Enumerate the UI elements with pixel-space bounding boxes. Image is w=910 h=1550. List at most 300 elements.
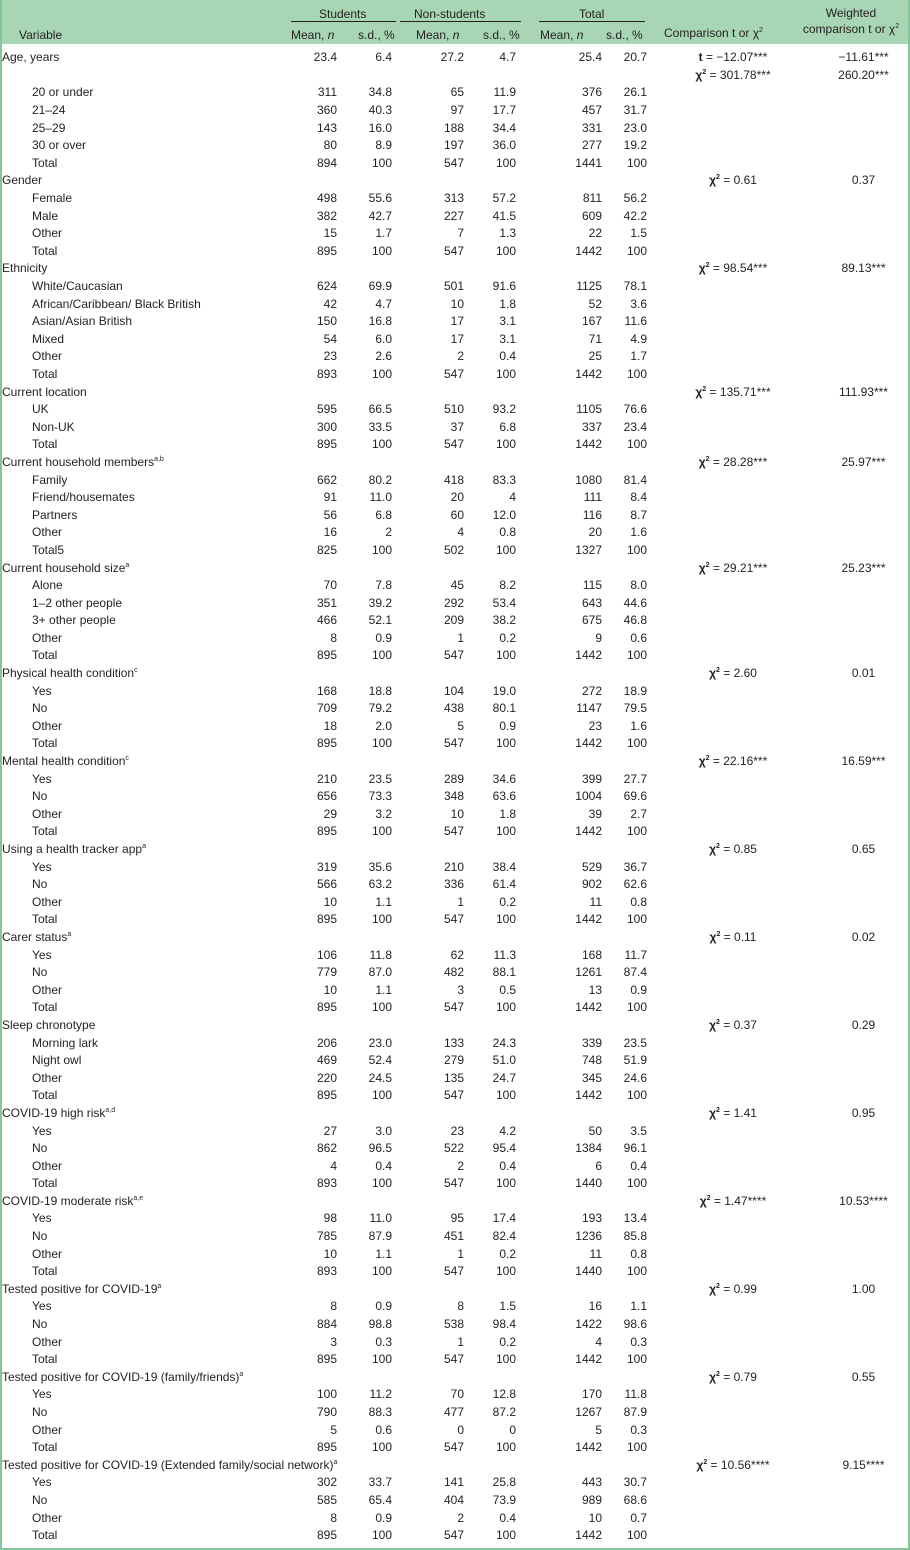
cell-value: 1267: [575, 1405, 602, 1420]
footnote-marker: c: [134, 667, 138, 675]
table-row: [2, 49, 908, 67]
chi-squared-symbol: $\chi^2$: [698, 560, 710, 575]
comparison-header: Comparison t or $\chi^2$: [664, 26, 763, 40]
cell-value: 167: [581, 314, 602, 329]
cell-value: 1080: [575, 472, 602, 487]
cell-value: 56.2: [623, 191, 647, 206]
comparison-cell: [647, 1034, 819, 1052]
table-row: [2, 418, 908, 436]
cell-value: 11.6: [624, 314, 647, 329]
cell-value: 0.3: [375, 1334, 392, 1349]
cell-n-mean: [392, 1281, 464, 1299]
cell-value: 902: [581, 877, 602, 892]
comparison-cell: [647, 506, 819, 524]
variable-label: [2, 383, 282, 401]
comparison-cell: [647, 383, 819, 401]
cell-value: 170: [581, 1387, 602, 1402]
cell-value: 351: [316, 595, 337, 610]
table-row: [2, 929, 908, 947]
weighted-comparison-cell: 0.95: [851, 1105, 876, 1120]
weighted-comparison-cell: [819, 1474, 908, 1492]
variable-label: [2, 260, 282, 278]
weighted-comparison-cell: [819, 823, 908, 841]
comparison-value: = 2.60: [719, 666, 757, 681]
weighted-comparison-cell: [819, 84, 908, 102]
cell-value: 100: [495, 1352, 516, 1367]
table-row: [2, 471, 908, 489]
cell-value: 98.6: [623, 1317, 647, 1332]
category-label: No: [32, 789, 48, 804]
cell-value: 825: [316, 542, 337, 557]
comparison-cell: [647, 207, 819, 225]
cell-value: 547: [443, 1088, 464, 1103]
cell-value: 895: [316, 1528, 337, 1543]
comparison-cell: [647, 401, 819, 419]
category-label: 20 or under: [32, 85, 94, 100]
weighted-comparison-cell: 1.00: [851, 1281, 876, 1296]
comparison-cell: [647, 1509, 819, 1527]
cell-value: 884: [316, 1317, 337, 1332]
cell-n-mean: [392, 753, 464, 771]
cell-value: 13: [588, 982, 602, 997]
chi-squared-symbol: $\chi^2$: [698, 261, 710, 276]
cell-value: 100: [626, 1088, 647, 1103]
comparison-cell: [647, 735, 819, 753]
cell-value: 100: [371, 366, 392, 381]
cell-value: 100: [626, 824, 647, 839]
weighted-comparison-cell: 0.65: [851, 842, 876, 857]
cell-value: 345: [581, 1070, 602, 1085]
cell-value: 24.5: [368, 1070, 392, 1085]
cell-value: 19.2: [623, 138, 647, 153]
cell-value: 27.7: [623, 771, 647, 786]
weighted-comparison-cell: [819, 718, 908, 736]
cell-value: 88.3: [368, 1405, 392, 1420]
cell-value: 498: [316, 191, 337, 206]
category-label: No: [32, 965, 48, 980]
footnote-marker: c: [125, 755, 129, 763]
category-label: Total: [32, 648, 58, 663]
weighted-comparison-cell: 0.55: [851, 1369, 876, 1384]
cell-value: 1: [457, 1246, 464, 1261]
cell-value: 100: [495, 648, 516, 663]
cell-t-sd: [602, 1017, 647, 1035]
comparison-value: = 1.47****: [710, 1193, 767, 1208]
cell-value: 68.6: [623, 1492, 647, 1507]
weighted-comparison-cell: [819, 1157, 908, 1175]
cell-n-sd: 4.7: [499, 50, 516, 65]
cell-s-mean: [282, 1017, 337, 1035]
cell-n-mean: [392, 841, 464, 859]
weighted-comparison-cell: [819, 981, 908, 999]
cell-value: 2: [457, 349, 464, 364]
variable-label: [2, 67, 282, 85]
cell-value: 0.3: [630, 1334, 647, 1349]
cell-value: 44.6: [623, 595, 647, 610]
cell-value: 16.0: [368, 120, 392, 135]
cell-value: 547: [443, 1264, 464, 1279]
weighted-comparison-cell: [819, 524, 908, 542]
cell-value: 522: [443, 1141, 464, 1156]
weighted-comparison-cell: [819, 331, 908, 349]
cell-value: 54: [323, 331, 337, 346]
cell-value: 66.5: [368, 402, 392, 417]
cell-value: 1.1: [375, 982, 392, 997]
chi-squared-symbol: $\chi^2$: [709, 1369, 720, 1384]
category-label: Mixed: [32, 331, 65, 346]
table-row: [2, 1316, 908, 1334]
cell-value: 3: [330, 1334, 337, 1349]
cell-value: 0.6: [375, 1422, 392, 1437]
cell-t-mean: [516, 753, 602, 771]
cell-value: 62.6: [623, 877, 647, 892]
weighted-comparison-cell: [819, 1492, 908, 1510]
cell-value: 3.1: [499, 331, 516, 346]
table-row: [2, 876, 908, 894]
cell-n-sd: [464, 1369, 516, 1387]
weighted-comparison-cell: [819, 1298, 908, 1316]
cell-value: 895: [316, 648, 337, 663]
weighted-comparison-cell: [819, 577, 908, 595]
table-row: [2, 1457, 908, 1475]
category-label: Other: [32, 349, 63, 364]
comparison-cell: [647, 1298, 819, 1316]
students-group-rule: [291, 21, 396, 22]
cell-value: 3.0: [375, 1123, 392, 1138]
weighted-comparison-cell: 0.37: [851, 173, 876, 188]
cell-value: 23: [588, 718, 602, 733]
cell-value: 5: [330, 1422, 337, 1437]
cell-value: 100: [495, 824, 516, 839]
cell-value: 893: [316, 1176, 337, 1191]
comparison-value: = 22.16***: [709, 754, 768, 769]
cell-value: 895: [316, 912, 337, 927]
comparison-cell: [647, 718, 819, 736]
table-row: [2, 1421, 908, 1439]
cell-value: 79.2: [368, 701, 392, 716]
cell-value: 11.0: [369, 1211, 392, 1226]
cell-value: 10: [450, 806, 464, 821]
cell-value: 8.4: [630, 490, 647, 505]
variable-text: COVID-19 high risk: [2, 1105, 106, 1120]
cell-value: 6.0: [375, 331, 392, 346]
table-row: [2, 1369, 908, 1387]
cell-value: 25: [588, 349, 602, 364]
category-label: No: [32, 1229, 48, 1244]
weighted-comparison-cell: [819, 506, 908, 524]
cell-value: 0.4: [630, 1158, 647, 1173]
cell-n-mean: [392, 1457, 464, 1475]
cell-s-mean: [282, 559, 337, 577]
cell-value: 61.4: [492, 877, 516, 892]
cell-value: 91: [323, 490, 337, 505]
cell-value: 80.1: [492, 701, 516, 716]
table-row: [2, 172, 908, 190]
table-row: [2, 946, 908, 964]
cell-value: 87.9: [623, 1405, 647, 1420]
cell-value: 1.1: [375, 894, 392, 909]
chi-squared-symbol: $\chi^2$: [695, 384, 707, 399]
cell-value: 100: [495, 1440, 516, 1455]
variable-label: [2, 49, 282, 67]
cell-value: 11: [589, 894, 602, 909]
cell-value: 188: [443, 120, 464, 135]
table-row: [2, 243, 908, 261]
weighted-comparison-cell: [819, 1122, 908, 1140]
cell-value: 675: [581, 613, 602, 628]
variable-text: Tested positive for COVID-19 (Extended family/social network): [2, 1457, 334, 1472]
chi-squared-symbol: $\chi^2$: [709, 1017, 720, 1032]
cell-value: 35.6: [368, 859, 392, 874]
cell-value: 100: [371, 912, 392, 927]
table-row: [2, 647, 908, 665]
cell-value: 547: [443, 824, 464, 839]
weighted-comparison-cell: −11.61***: [838, 50, 889, 65]
comparison-cell: [647, 1228, 819, 1246]
cell-value: 529: [581, 859, 602, 874]
table-row: [2, 1034, 908, 1052]
cell-value: 104: [443, 683, 464, 698]
cell-value: 100: [495, 155, 516, 170]
table-row: [2, 894, 908, 912]
cell-value: 277: [581, 138, 602, 153]
category-label: Total: [32, 1176, 58, 1191]
table-row: [2, 383, 908, 401]
cell-s-mean: [282, 665, 337, 683]
comparison-cell: [647, 471, 819, 489]
comparison-cell: [647, 119, 819, 137]
cell-value: 100: [626, 1176, 647, 1191]
cell-value: 23.4: [623, 419, 647, 434]
table-row: [2, 1193, 908, 1211]
cell-value: 31.7: [623, 103, 647, 118]
cell-value: 0.4: [499, 1158, 516, 1173]
category-label: Total: [32, 912, 58, 927]
cell-n-sd: [464, 665, 516, 683]
cell-value: 150: [316, 314, 337, 329]
comparison-cell: [647, 911, 819, 929]
comparison-cell: [647, 1263, 819, 1281]
cell-s-sd: [337, 1105, 392, 1123]
comparison-value: = 98.54***: [709, 261, 768, 276]
cell-s-sd: [337, 929, 392, 947]
comparison-cell: [647, 243, 819, 261]
table-row: [2, 190, 908, 208]
cell-value: 10: [588, 1510, 602, 1525]
cell-value: 862: [316, 1141, 337, 1156]
cell-value: 443: [581, 1475, 602, 1490]
comparison-cell: [647, 278, 819, 296]
cell-value: 5: [595, 1422, 602, 1437]
table-row: [2, 700, 908, 718]
table-body: [2, 49, 908, 1544]
cell-value: 100: [371, 1352, 392, 1367]
cell-value: 87.0: [368, 965, 392, 980]
cell-n-mean: [392, 260, 464, 278]
cell-value: 93.2: [492, 402, 516, 417]
cell-value: 13.4: [623, 1211, 647, 1226]
table-row: [2, 577, 908, 595]
variable-text: Current household size: [2, 560, 126, 575]
non-students-group-rule: [400, 21, 521, 22]
cell-n-sd: [464, 172, 516, 190]
weighted-comparison-cell: 0.01: [851, 666, 876, 681]
cell-t-sd: [602, 1281, 647, 1299]
comparison-value: = 10.56****: [707, 1457, 770, 1472]
cell-value: 1442: [575, 824, 602, 839]
cell-value: 227: [443, 208, 464, 223]
cell-value: 143: [316, 120, 337, 135]
cell-value: 100: [626, 1440, 647, 1455]
cell-value: 1442: [575, 437, 602, 452]
cell-value: 4.2: [499, 1123, 516, 1138]
cell-value: 477: [443, 1405, 464, 1420]
comparison-cell: [647, 1017, 819, 1035]
weighted-comparison-cell: [819, 1351, 908, 1369]
comparison-cell: [647, 155, 819, 173]
cell-value: 895: [316, 243, 337, 258]
weighted-comparison-cell: [819, 946, 908, 964]
cell-value: 0.9: [375, 630, 392, 645]
cell-value: 502: [443, 542, 464, 557]
variable-text: Physical health condition: [2, 666, 135, 681]
cell-value: 41.5: [492, 208, 516, 223]
comparison-cell: [647, 1087, 819, 1105]
category-label: 3+ other people: [32, 613, 116, 628]
cell-value: 100: [371, 1264, 392, 1279]
cell-value: 547: [443, 1000, 464, 1015]
cell-value: 547: [443, 1440, 464, 1455]
cell-t-mean: [516, 1369, 602, 1387]
comparison-cell: [647, 612, 819, 630]
cell-t-sd: [602, 559, 647, 577]
empty-cell: [337, 67, 392, 85]
cell-value: 39: [588, 806, 602, 821]
cell-value: 52.1: [368, 613, 392, 628]
comparison-value: = 0.61: [719, 173, 757, 188]
comparison-cell: [647, 1175, 819, 1193]
cell-value: 8: [330, 1299, 337, 1314]
cell-value: 69.6: [623, 789, 647, 804]
comparison-cell: [647, 999, 819, 1017]
cell-value: 566: [316, 877, 337, 892]
cell-t-sd: [602, 172, 647, 190]
table-row: [2, 911, 908, 929]
category-label: Yes: [32, 1387, 52, 1402]
comparison-cell: [647, 647, 819, 665]
cell-value: 62: [450, 947, 464, 962]
table-row: [2, 559, 908, 577]
cell-value: 100: [495, 1088, 516, 1103]
cell-value: 80.2: [368, 472, 392, 487]
cell-value: 10: [323, 894, 337, 909]
cell-t-sd: [602, 929, 647, 947]
cell-s-sd: [337, 1193, 392, 1211]
category-label: Total: [32, 824, 58, 839]
comparison-cell: [647, 630, 819, 648]
weighted-comparison-cell: [819, 1316, 908, 1334]
cell-s-sd: [337, 559, 392, 577]
table-row: [2, 119, 908, 137]
cell-value: 25.8: [492, 1475, 516, 1490]
category-label: Yes: [32, 1475, 52, 1490]
cell-value: 116: [582, 507, 602, 522]
cell-value: 785: [316, 1229, 337, 1244]
cell-n-sd: [464, 559, 516, 577]
cell-s-mean: 23.4: [313, 50, 337, 65]
variable-label: [2, 454, 282, 472]
cell-n-mean: [392, 1017, 464, 1035]
category-label: Total: [32, 366, 58, 381]
cell-t-mean: [516, 929, 602, 947]
table-row: [2, 682, 908, 700]
cell-value: 656: [316, 789, 337, 804]
comparison-cell: [647, 348, 819, 366]
cell-value: 1.6: [630, 525, 647, 540]
cell-value: 538: [443, 1317, 464, 1332]
cell-value: 111: [583, 490, 602, 505]
cell-value: 3.1: [499, 314, 516, 329]
cell-value: 482: [443, 965, 464, 980]
table-row: [2, 366, 908, 384]
table-row: [2, 1157, 908, 1175]
cell-s-mean: [282, 753, 337, 771]
table-row: [2, 1105, 908, 1123]
cell-n-sd: [464, 454, 516, 472]
cell-t-sd: [602, 841, 647, 859]
cell-value: 85.8: [623, 1229, 647, 1244]
cell-value: 20: [450, 490, 464, 505]
cell-value: 168: [581, 947, 602, 962]
cell-value: 42.7: [368, 208, 392, 223]
cell-value: 26.1: [623, 85, 647, 100]
cell-t-mean: [516, 454, 602, 472]
comparison-cell: [647, 1527, 819, 1545]
comparison-cell: [647, 753, 819, 771]
cell-n-sd: [464, 1017, 516, 1035]
comparison-value: = 0.37: [719, 1017, 757, 1032]
cell-value: 3.6: [630, 296, 647, 311]
table-row: [2, 753, 908, 771]
table-row: [2, 542, 908, 560]
variable-label: [2, 559, 282, 577]
cell-value: 206: [316, 1035, 337, 1050]
cell-value: 11.0: [369, 490, 392, 505]
weighted-comparison-cell: [819, 1421, 908, 1439]
cell-value: 0.9: [499, 718, 516, 733]
cell-value: 100: [371, 824, 392, 839]
comparison-cell: [647, 770, 819, 788]
cell-value: 38.2: [492, 613, 516, 628]
cell-value: 100: [495, 1264, 516, 1279]
cell-value: 4: [457, 525, 464, 540]
weighted-comparison-cell: 0.29: [851, 1017, 876, 1032]
cell-n-mean: [392, 1369, 464, 1387]
cell-t-sd: [602, 1193, 647, 1211]
variable-label: [2, 1193, 282, 1211]
comparison-cell: [647, 788, 819, 806]
table-row: [2, 401, 908, 419]
cell-value: 0.5: [499, 982, 516, 997]
cell-value: 0.2: [499, 894, 516, 909]
comparison-cell: [647, 418, 819, 436]
cell-value: 457: [581, 103, 602, 118]
cell-value: 24.7: [492, 1070, 516, 1085]
table-row: [2, 331, 908, 349]
comparison-cell: [647, 876, 819, 894]
cell-value: 9: [595, 630, 602, 645]
cell-value: 893: [316, 1264, 337, 1279]
